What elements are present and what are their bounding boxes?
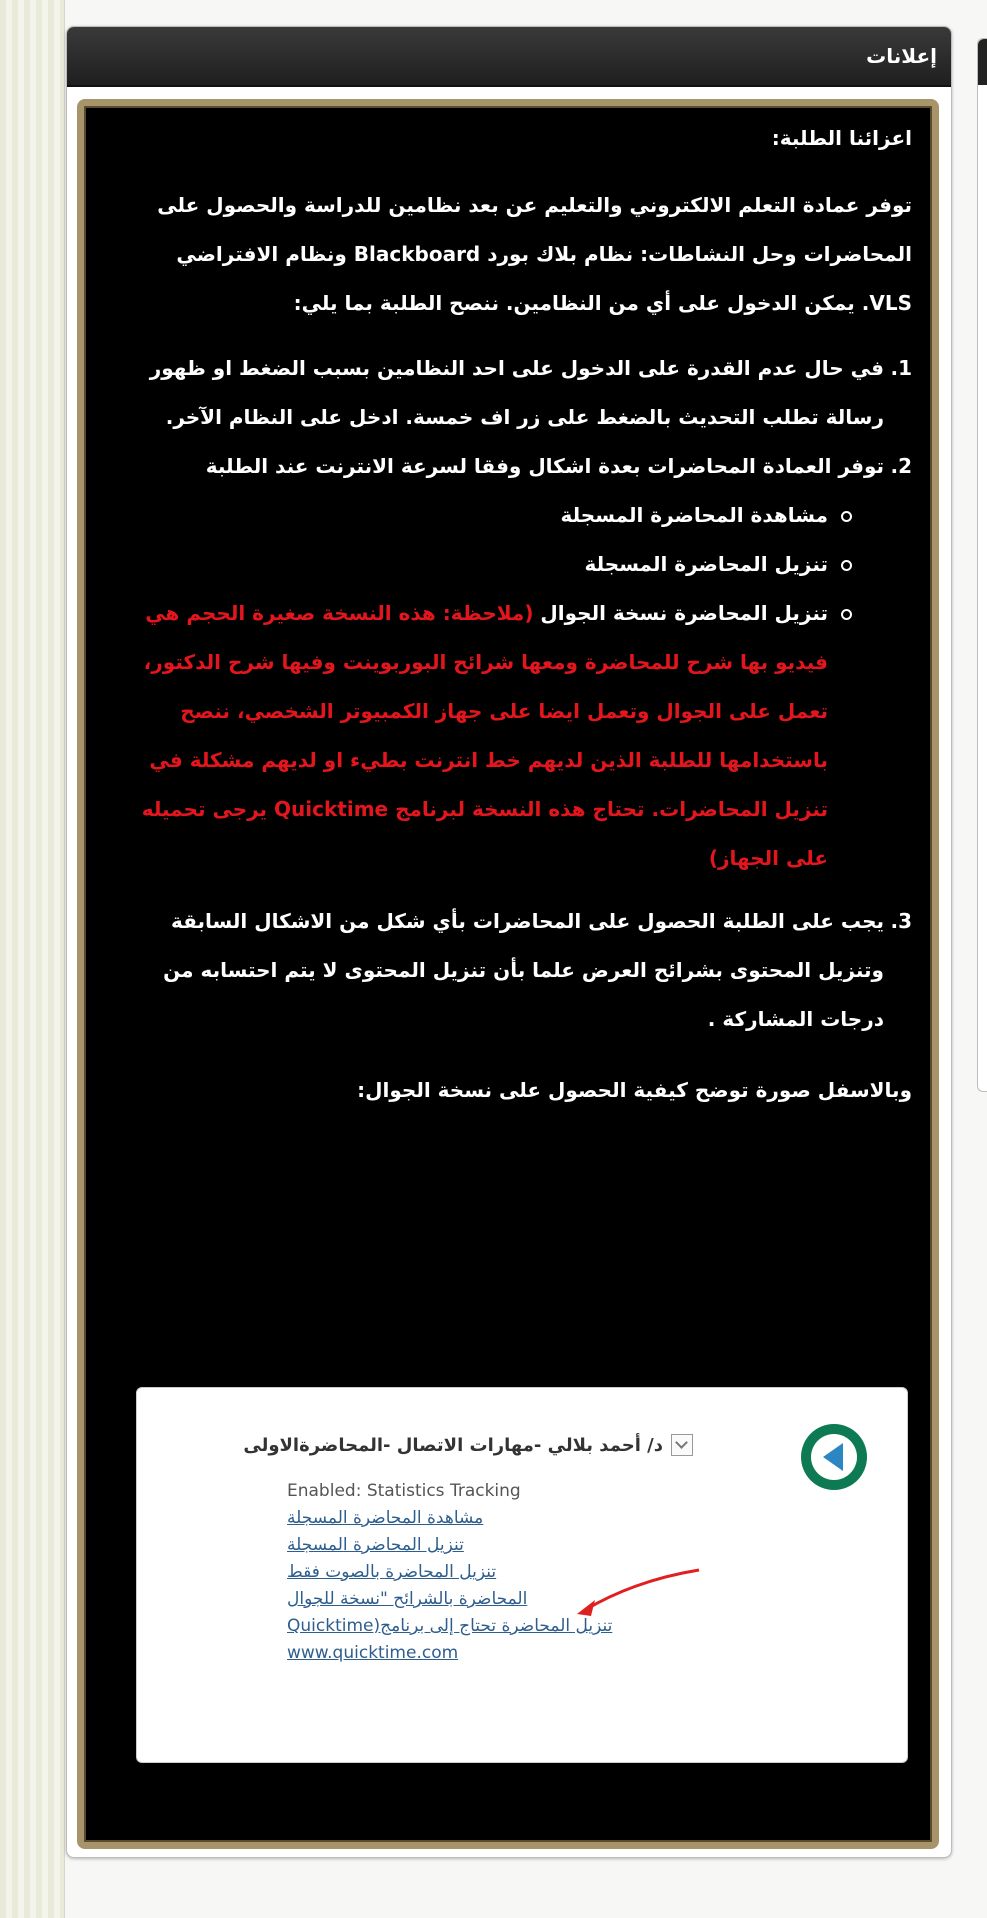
sub-list-item xyxy=(124,491,856,540)
lecture-title-row xyxy=(243,1434,693,1456)
sub-item-text: تنزيل المحاضرة المسجلة xyxy=(584,552,828,576)
list-item-text: في حال عدم القدرة على الدخول على احد النظامين بسبب الضغط او ظهور رسالة تطلب التحديث بالضغط على زر اف خمسة. ادخل على النظام الآخر. xyxy=(149,356,884,429)
adjacent-panel-edge xyxy=(977,38,987,1092)
tracking-status: Enabled: Statistics Tracking xyxy=(287,1481,521,1501)
greeting: اعزائنا الطلبة: xyxy=(771,126,912,150)
panel-title: إعلانات xyxy=(866,44,937,68)
announcement-frame xyxy=(77,99,939,1849)
announcements-panel xyxy=(66,26,952,1858)
list-item-text: توفر العمادة المحاضرات بعدة اشكال وفقا لسرعة الانترنت عند الطلبة xyxy=(205,454,884,478)
sub-list-item xyxy=(124,589,856,883)
list-item xyxy=(124,344,912,442)
download-recorded-link[interactable]: تنزيل المحاضرة المسجلة xyxy=(287,1535,464,1555)
sub-item-text: تنزيل المحاضرة نسخة الجوال xyxy=(540,601,828,625)
mobile-version-note: (ملاحظة: هذه النسخة صغيرة الحجم هي فيديو بها شرح للمحاضرة ومعها شرائح البوربوينت وفيها شرح الدكتور، تعمل على الجوال وتعمل ايضا على جهاز الكمبيوتر الشخصي، ننصح باستخدامها للطلبة الذين لديهم خط انترنت بطيء او لديهم مشكلة في تنزيل المحاضرات. تحتاج هذه النسخة لبرنامج Quicktime يرجى تحميله على الجهاز) xyxy=(141,601,828,870)
left-rail xyxy=(0,0,65,1918)
sub-item-text: مشاهدة المحاضرة المسجلة xyxy=(560,503,828,527)
intro-paragraph: توفر عمادة التعلم الالكتروني والتعليم عن بعد نظامين للدراسة والحصول على المحاضرات وحل النشاطات: نظام بلاك بورد Blackboard ونظام الافتراضي VLS. يمكن الدخول على أي من النظامين. ننصح الطلبة بما يلي: xyxy=(157,193,912,315)
mobile-version-link[interactable]: المحاضرة بالشرائح "نسخة للجوال xyxy=(287,1589,528,1609)
bullet-icon xyxy=(841,609,852,620)
red-arrow-icon xyxy=(567,1558,707,1628)
sub-list-item xyxy=(124,540,856,589)
embedded-screenshot xyxy=(136,1387,908,1763)
adjacent-panel-header xyxy=(978,39,987,85)
lecture-title: د/ أحمد بلالي -مهارات الاتصال -المحاضرةالاولى xyxy=(243,1434,663,1456)
list-item-text: يجب على الطلبة الحصول على المحاضرات بأي شكل من الاشكال السابقة وتنزيل المحتوى بشرائح العرض علما بأن تنزيل المحتوى لا يتم احتسابه من درجات المشاركة . xyxy=(163,909,884,1031)
watch-recorded-link[interactable]: مشاهدة المحاضرة المسجلة xyxy=(287,1508,484,1528)
recommendations-list xyxy=(124,344,912,1044)
chevron-down-icon xyxy=(671,1434,693,1456)
list-item xyxy=(124,442,912,883)
panel-header xyxy=(67,27,951,87)
list-number: 3. xyxy=(890,909,912,933)
bullet-icon xyxy=(841,560,852,571)
bullet-icon xyxy=(841,511,852,522)
quicktime-required-link[interactable]: تنزيل المحاضرة تحتاج إلى برنامج(Quicktime xyxy=(287,1616,613,1636)
quicktime-site-link[interactable]: www.quicktime.com xyxy=(287,1643,459,1663)
download-audio-link[interactable]: تنزيل المحاضرة بالصوت فقط xyxy=(287,1562,497,1582)
list-number: 2. xyxy=(890,454,912,478)
format-sublist xyxy=(124,491,884,883)
back-arrow-icon xyxy=(801,1424,867,1490)
list-number: 1. xyxy=(890,356,912,380)
list-item xyxy=(124,897,912,1044)
image-caption: وبالاسفل صورة توضح كيفية الحصول على نسخة الجوال: xyxy=(357,1078,912,1102)
